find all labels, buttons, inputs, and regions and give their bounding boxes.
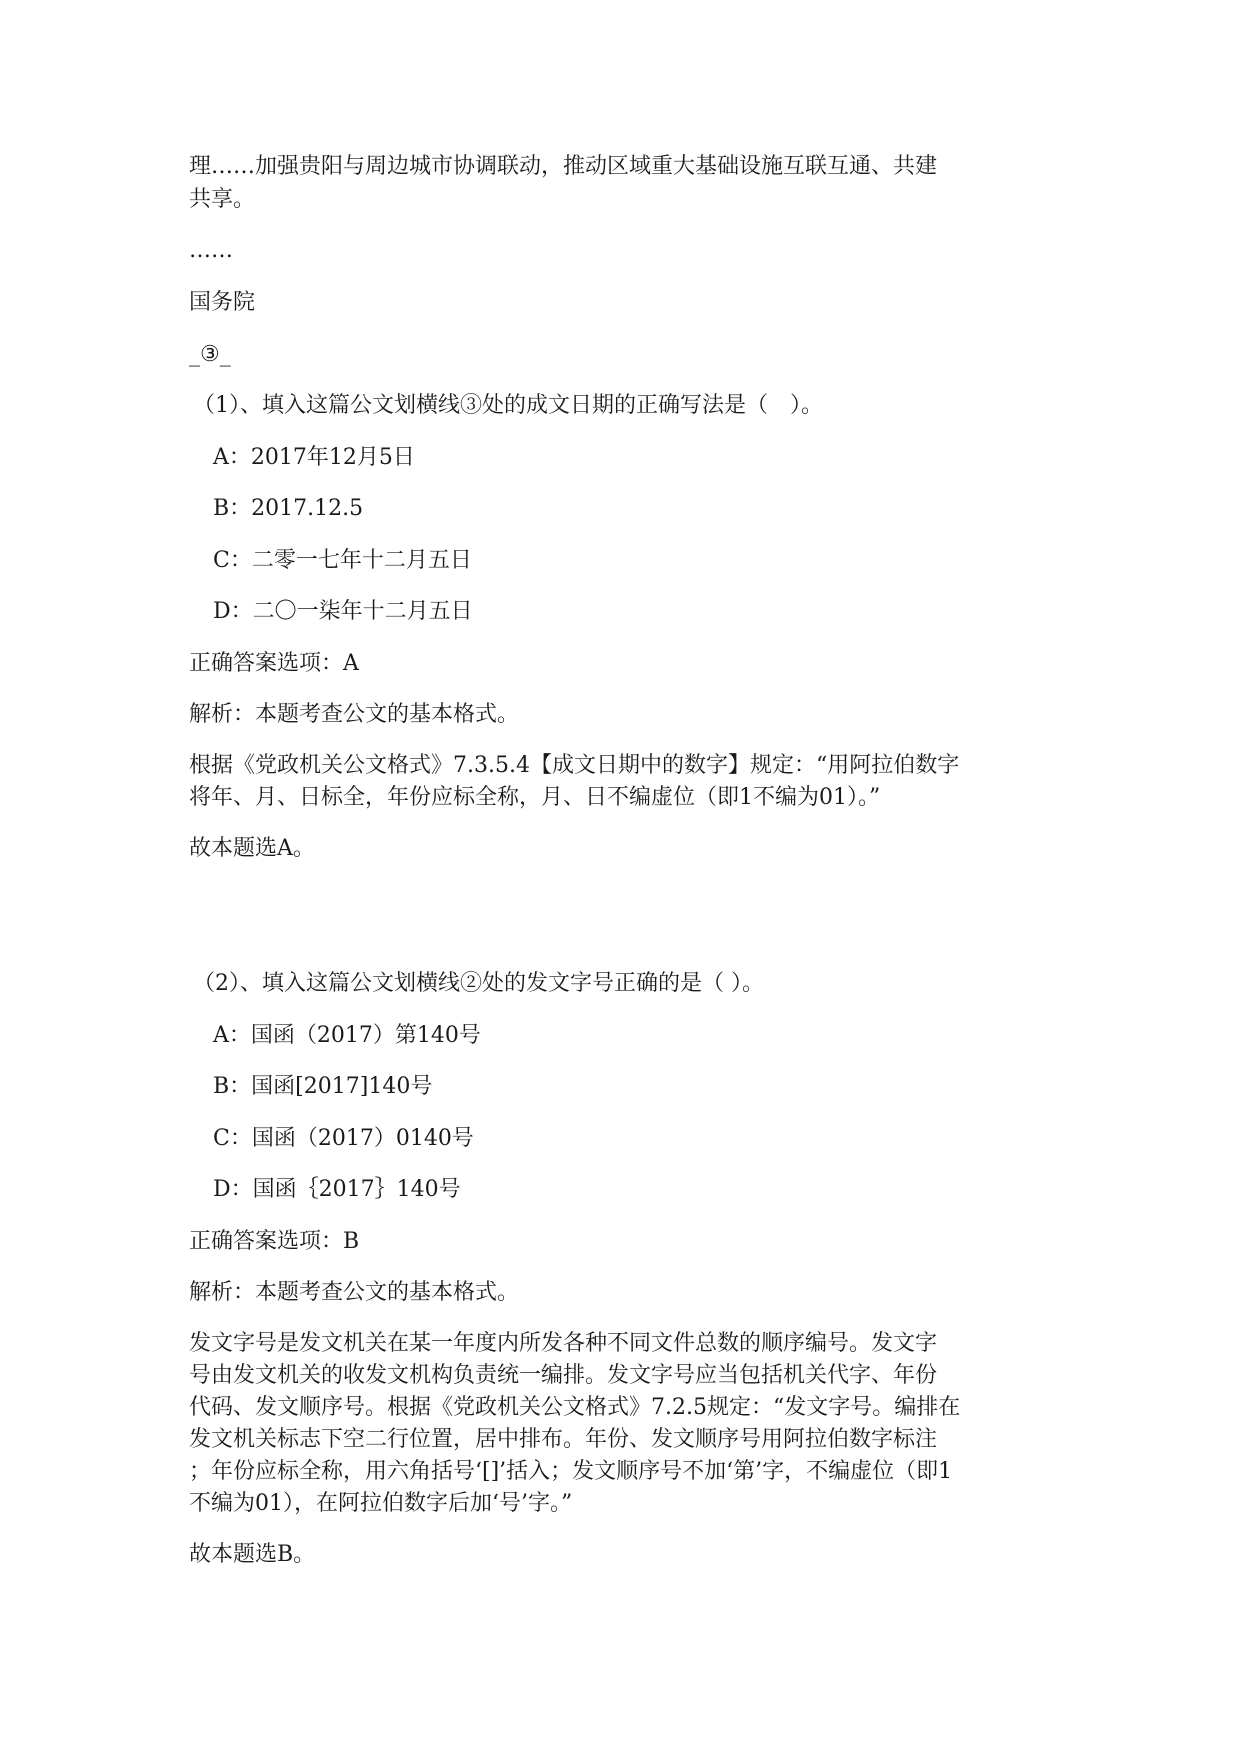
date-blank: _③_: [189, 342, 231, 367]
issuer: 国务院: [189, 290, 256, 315]
q2-analysis-intro: 解析：本题考查公文的基本格式。: [189, 1280, 520, 1305]
q1-option-c: C：二零一七年十二月五日: [213, 548, 472, 573]
q1-analysis-line-1: 根据《党政机关公文格式》7.3.5.4【成文日期中的数字】规定：“用阿拉伯数字: [189, 753, 960, 778]
q2-analysis-line-1: 发文字号是发文机关在某一年度内所发各种不同文件总数的顺序编号。发文字: [189, 1331, 938, 1356]
q1-analysis-intro: 解析：本题考查公文的基本格式。: [189, 702, 520, 727]
q1-option-b: B：2017.12.5: [213, 496, 364, 521]
q1-option-d: D：二〇一柒年十二月五日: [213, 599, 473, 624]
q1-answer: 正确答案选项：A: [189, 651, 359, 676]
q2-analysis-line-4: 发文机关标志下空二行位置，居中排布。年份、发文顺序号用阿拉伯数字标注: [189, 1427, 938, 1452]
q1-conclusion: 故本题选A。: [189, 836, 315, 861]
q1-option-a: A：2017年12月5日: [213, 445, 415, 470]
intro-text-line-2: 共享。: [189, 187, 256, 212]
q2-answer: 正确答案选项：B: [189, 1229, 360, 1254]
q1-analysis-line-2: 将年、月、日标全，年份应标全称，月、日不编虚位（即1不编为01）。”: [189, 785, 881, 810]
intro-text-line-1: 理……加强贵阳与周边城市协调联动，推动区域重大基础设施互联互通、共建: [189, 154, 938, 179]
question-1: （1）、填入这篇公文划横线③处的成文日期的正确写法是（ ）。: [193, 393, 823, 418]
q2-option-d: D：国函｛2017｝140号: [213, 1177, 461, 1202]
q2-analysis-line-6: 不编为01），在阿拉伯数字后加‘号’字。”: [189, 1491, 573, 1516]
q2-conclusion: 故本题选B。: [189, 1542, 316, 1567]
q2-analysis-line-3: 代码、发文顺序号。根据《党政机关公文格式》7.2.5规定：“发文字号。编排在: [189, 1395, 961, 1420]
q2-option-b: B：国函[2017]140号: [213, 1074, 433, 1099]
q2-option-c: C：国函（2017）0140号: [213, 1126, 474, 1151]
ellipsis: ……: [189, 238, 233, 263]
q2-option-a: A：国函（2017）第140号: [213, 1023, 481, 1048]
q2-analysis-line-5: ；年份应标全称，用六角括号‘[]’括入；发文顺序号不加‘第’字，不编虚位（即1: [189, 1459, 953, 1484]
q2-analysis-line-2: 号由发文机关的收发文机构负责统一编排。发文字号应当包括机关代字、年份: [189, 1363, 938, 1388]
question-2: （2）、填入这篇公文划横线②处的发文字号正确的是（ ）。: [193, 971, 764, 996]
